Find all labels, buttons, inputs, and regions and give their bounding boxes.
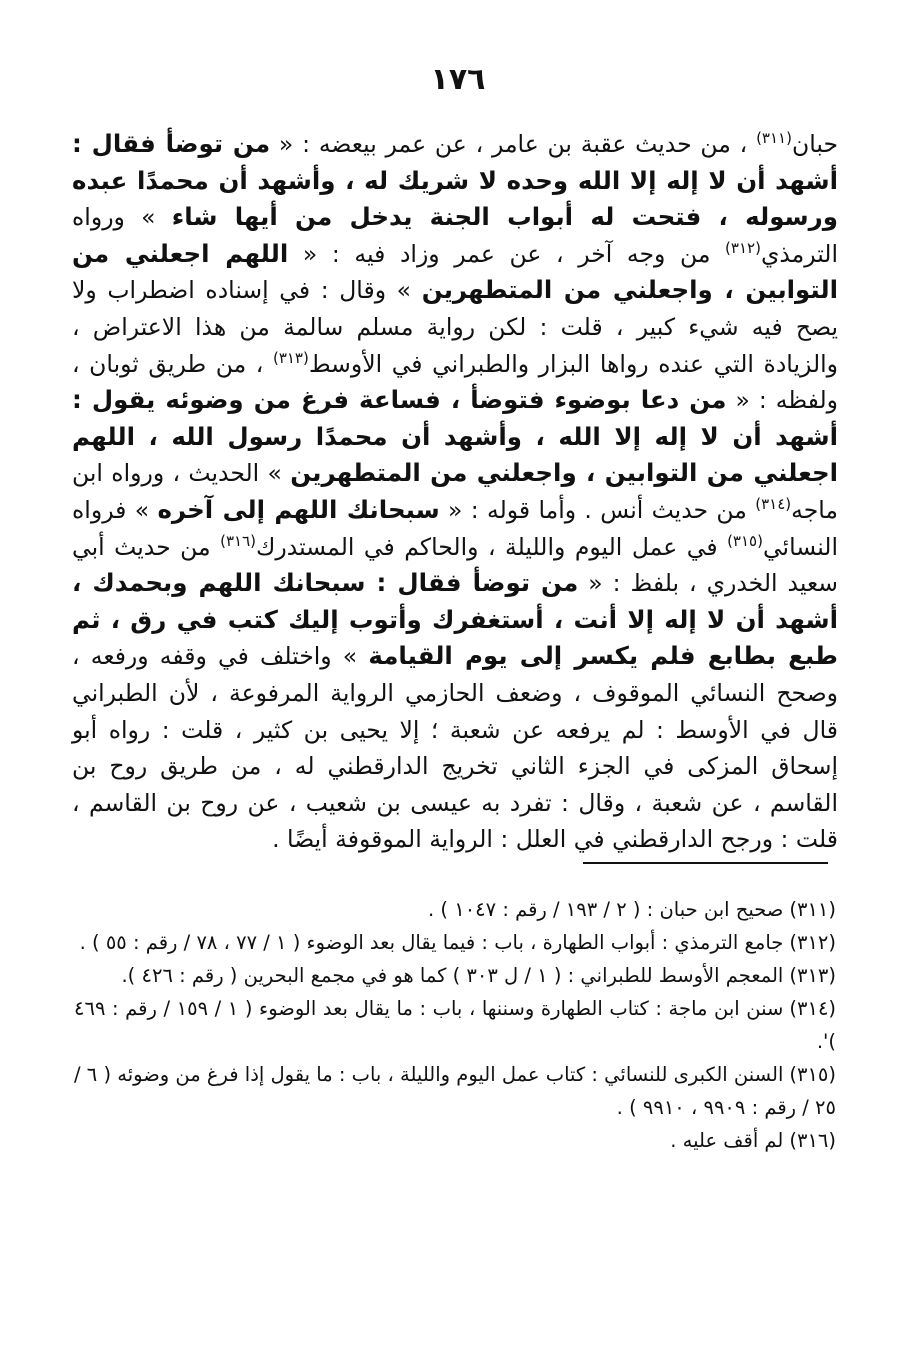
footnote-number: (٣١٥): [789, 1063, 836, 1086]
footnote: [74, 1124, 836, 1157]
footnote: [74, 959, 836, 992]
hadith-quote: من توضأ فقال : سبحانك اللهم وبحمدك ، أشهد أن لا إله إلا أنت ، أستغفرك وأتوب إليك كتب في رق ، ثم طبع بطابع فلم يكسر إلى يوم القيامة: [72, 568, 838, 671]
hadith-quote: من دعا بوضوء فتوضأ ، فساعة فرغ من وضوئه يقول : أشهد أن لا إله إلا الله ، وأشهد أن محمدًا رسول الله ، اللهم اجعلني من التوابين ، واجعلني من المتطهرين: [72, 385, 838, 488]
footnote: [74, 992, 836, 1058]
footnote-text: جامع الترمذي : أبواب الطهارة ، باب : فيما يقال بعد الوضوء ( ١ / ٧٧ ، ٧٨ / رقم : ٥٥ ) .: [79, 931, 784, 954]
footnote-reference: (٣١٥): [727, 531, 763, 550]
paragraph-text: ، من حديث عقبة بن عامر ، عن عمر بيعضه : «: [270, 130, 757, 158]
footnote-number: (٣١١): [789, 898, 836, 921]
paragraph-text: ، من طريق ثوبان ، ولفظه : «: [72, 349, 838, 415]
main-paragraph: [72, 126, 838, 858]
footnote-text: سنن ابن ماجة : كتاب الطهارة وسننها ، باب : ما يقال بعد الوضوء ( ١ / ١٥٩ / رقم : ٤٦٩ )'.: [74, 997, 836, 1053]
footnote: [74, 1058, 836, 1124]
paragraph-text: » ورواه الترمذي: [72, 203, 839, 268]
footnote: [74, 893, 836, 926]
paragraph-text: من وجه آخر ، عن عمر وزاد فيه : «: [288, 239, 726, 268]
footnote-number: (٣١٤): [789, 997, 837, 1020]
footnote-number: (٣١٦): [789, 1129, 836, 1152]
footnote-reference: (٣١٦): [220, 531, 257, 550]
hadith-quote: سبحانك اللهم إلى آخره: [157, 494, 440, 524]
footnotes-section: [74, 893, 836, 1157]
hadith-quote: اللهم اجعلني من التوابين ، واجعلني من المتطهرين: [72, 238, 839, 305]
footnote: [74, 926, 836, 959]
footnote-reference: (٣١٣): [272, 348, 309, 367]
footnote-text: صحيح ابن حبان : ( ٢ / ١٩٣ / رقم : ١٠٤٧ ) .: [428, 898, 784, 921]
footnote-number: (٣١٣): [789, 964, 836, 987]
page-number: ١٧٦: [430, 62, 486, 97]
footnote-reference: (٣١٤): [755, 494, 792, 513]
footnote-reference: (٣١٢): [725, 238, 761, 257]
paragraph-text: من حديث أبي سعيد الخدري ، بلفظ : «: [72, 532, 838, 598]
footnote-divider: [583, 862, 828, 864]
footnote-reference: (٣١١): [756, 129, 792, 147]
paragraph-text: من حديث أنس . وأما قوله : «: [439, 495, 756, 524]
paragraph-text: » فرواه النسائي: [72, 495, 838, 561]
footnote-text: السنن الكبرى للنسائي : كتاب عمل اليوم والليلة ، باب : ما يقول إذا فرغ من وضوئه ( ٦ / ٢٥ / رقم : ٩٩٠٩ ، ٩٩١٠ ) .: [74, 1063, 836, 1119]
footnote-text: المعجم الأوسط للطبراني : ( ١ / ل ٣٠٣ ) كما هو في مجمع البحرين ( رقم : ٤٢٦ ).: [121, 964, 784, 987]
footnote-text: لم أقف عليه .: [670, 1129, 784, 1152]
paragraph-text: في عمل اليوم والليلة ، والحاكم في المستدرك: [256, 532, 728, 561]
paragraph-text: حبان: [791, 130, 838, 158]
paragraph-text: » واختلف في وقفه ورفعه ، وصحح النسائي الموقوف ، وضعف الحازمي الرواية المرفوعة ، لأن الطبراني قال في الأوسط : لم يرفعه عن شعبة ؛ إلا يحيى بن كثير ، قلت : رواه أبو إسحاق المزكى في الجزء الثاني تخريج الدارقطني له ، من طريق روح بن القاسم ، عن شعبة ، وقال : تفرد به عيسى بن شعيب ، عن روح بن القاسم ، قلت : ورجح الدارقطني في العلل : الرواية الموقوفة أيضًا .: [72, 642, 838, 854]
hadith-quote: من توضأ فقال : أشهد أن لا إله إلا الله وحده لا شريك له ، وأشهد أن محمدًا عبده ورسوله ، فتحت له أبواب الجنة يدخل من أيها شاء: [72, 129, 838, 232]
footnote-number: (٣١٢): [789, 931, 836, 954]
paragraph-text: » الحديث ، ورواه ابن ماجه: [72, 459, 838, 524]
paragraph-text: » وقال : في إسناده اضطراب ولا يصح فيه شيء كبير ، قلت : لكن رواية مسلم سالمة من هذا الاعتراض ، والزيادة التي عنده رواها البزار والطبراني في الأوسط: [72, 276, 838, 378]
